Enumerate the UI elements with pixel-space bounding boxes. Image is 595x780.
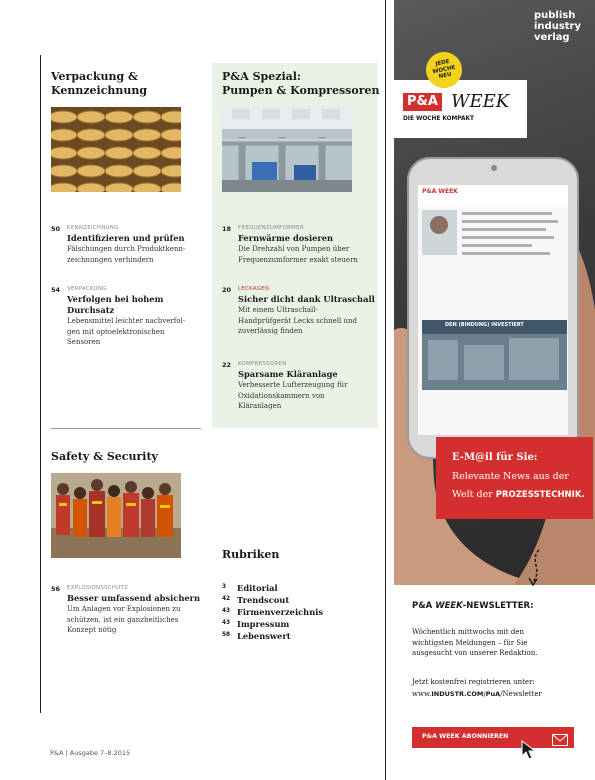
- section-title-verpackung: Verpackung & Kennzeichnung: [51, 70, 148, 97]
- rubrik-label: Trendscout: [237, 595, 290, 605]
- phone-screen-logo: P&A WEEK: [422, 188, 458, 195]
- rubrik-trendscout[interactable]: [222, 595, 372, 606]
- promo-line-1: E-M@il für Sie:: [452, 452, 538, 463]
- article-kicker: EXPLOSIONSSCHUTZ: [67, 585, 129, 591]
- register-url-path: /Newsletter: [500, 690, 542, 698]
- promo-line-3-text: Welt der: [452, 489, 496, 500]
- rubrik-impressum[interactable]: [222, 619, 372, 630]
- register-text: Jetzt kostenfrei registrieren unter:: [412, 678, 535, 686]
- page-number: 50: [51, 225, 61, 233]
- publisher-logo: publish industry verlag: [534, 10, 582, 43]
- logo-week: WEEK: [451, 91, 510, 112]
- article-22[interactable]: [222, 360, 382, 412]
- article-kicker: FREQUENZUMFORMER: [238, 225, 304, 231]
- logo-pa: P&A: [403, 93, 442, 111]
- register-url-prefix: www.: [412, 690, 432, 698]
- rubrik-label: Editorial: [237, 583, 278, 593]
- rubrik-label: Firmenverzeichnis: [237, 607, 324, 617]
- article-headline: Sicher dicht dank Ultraschall: [238, 294, 375, 304]
- page-number: 18: [222, 225, 232, 233]
- cursor-icon: [521, 740, 537, 764]
- subscribe-button[interactable]: [412, 727, 574, 748]
- newsletter-title-c: -NEWSLETTER:: [462, 601, 534, 611]
- page-number: 22: [222, 361, 232, 369]
- page-number: 56: [51, 585, 61, 593]
- article-headline: Fernwärme dosieren: [238, 233, 334, 243]
- pump-installation-photo: [222, 107, 352, 192]
- section-divider: [51, 428, 201, 429]
- article-18[interactable]: [222, 224, 382, 265]
- hand-holding-phone: [394, 150, 595, 585]
- article-teaser: Verbesserte Lufterzeugung für Oxidationskammern von Kläranlagen: [238, 381, 348, 410]
- phone-screen-banner: DEN (BINDUNG) INVESTIERT: [445, 322, 524, 328]
- register-url[interactable]: [412, 690, 542, 698]
- page-number: 3: [222, 584, 227, 590]
- section-title-rubriken: Rubriken: [222, 548, 280, 561]
- article-54[interactable]: [51, 285, 211, 348]
- promo-line-2: Relevante News aus der: [452, 471, 569, 482]
- page-number: 43: [222, 620, 231, 626]
- dashed-arrow-icon: [525, 548, 545, 588]
- rubrik-label: Impressum: [237, 619, 290, 629]
- article-teaser: Mit einem Ultraschall- Handprüfgerät Lecks schnell und zuverlässig finden: [238, 306, 358, 335]
- article-teaser: Um Anlagen vor Explosionen zu schützen, ist ein ganzheitliches Konzept nötig: [67, 605, 181, 634]
- protection-team-photo: [51, 473, 181, 558]
- article-kicker: KENNZEICHNUNG: [67, 225, 119, 231]
- rubrik-firmenverzeichnis[interactable]: [222, 607, 372, 618]
- badge-text: JEDE WOCHE NEU: [431, 58, 456, 81]
- page-number: 58: [222, 632, 231, 638]
- page-number: 54: [51, 286, 61, 294]
- article-teaser: Fälschungen durch Produktkenn- zeichnungen verhindern: [67, 245, 186, 264]
- register-url-host: INDUSTR.COM/PuA: [431, 690, 501, 698]
- article-headline: Besser umfassend absichern: [67, 593, 201, 603]
- promo-highlight: PROZESSTECHNIK.: [495, 490, 585, 500]
- column-rule-right: [385, 0, 386, 780]
- rubrik-lebenswert[interactable]: [222, 631, 372, 642]
- page-number: 42: [222, 596, 231, 602]
- article-20[interactable]: [222, 285, 382, 337]
- rubrik-editorial[interactable]: [222, 583, 372, 594]
- page-number: 20: [222, 286, 232, 294]
- section-title-special: P&A Spezial: Pumpen & Kompressoren: [222, 70, 380, 97]
- newsletter-title-a: P&A: [412, 601, 436, 611]
- cheese-wheels-photo: [51, 107, 181, 192]
- newsletter-title: [412, 601, 533, 611]
- article-kicker: VERPACKUNG: [67, 286, 107, 292]
- article-kicker: KOMPRESSOREN: [238, 361, 287, 367]
- article-kicker: LECKAGEN: [238, 286, 270, 292]
- page-footer: P&A | Ausgabe 7–8.2015: [50, 749, 131, 757]
- newsletter-description: Wöchentlich mittwochs mit den wichtigsten Meldungen – für Sie ausgesucht von unserer Redaktion.: [412, 628, 538, 657]
- rubrik-label: Lebenswert: [237, 631, 291, 641]
- newsletter-title-b: WEEK: [435, 601, 463, 611]
- section-title-safety: Safety & Security: [51, 450, 158, 463]
- article-headline: Identifizieren und prüfen: [67, 233, 185, 243]
- column-rule-left: [40, 55, 41, 713]
- article-teaser: Die Drehzahl von Pumpen über Frequenzumformer exakt steuern: [238, 245, 358, 264]
- promo-line-3: [452, 489, 585, 500]
- envelope-icon: [552, 731, 568, 750]
- article-headline: Sparsame Kläranlage: [238, 369, 338, 379]
- article-headline: Verfolgen bei hohem Durchsatz: [67, 294, 164, 315]
- logo-tagline: DIE WOCHE KOMPAKT: [403, 116, 474, 122]
- article-teaser: Lebensmittel leichter nachverfol- gen mit optoelektronischen Sensoren: [67, 317, 186, 346]
- article-50[interactable]: [51, 224, 211, 265]
- subscribe-button-label: P&A WEEK ABONNIEREN: [422, 733, 509, 740]
- page-number: 43: [222, 608, 231, 614]
- article-56[interactable]: [51, 584, 211, 636]
